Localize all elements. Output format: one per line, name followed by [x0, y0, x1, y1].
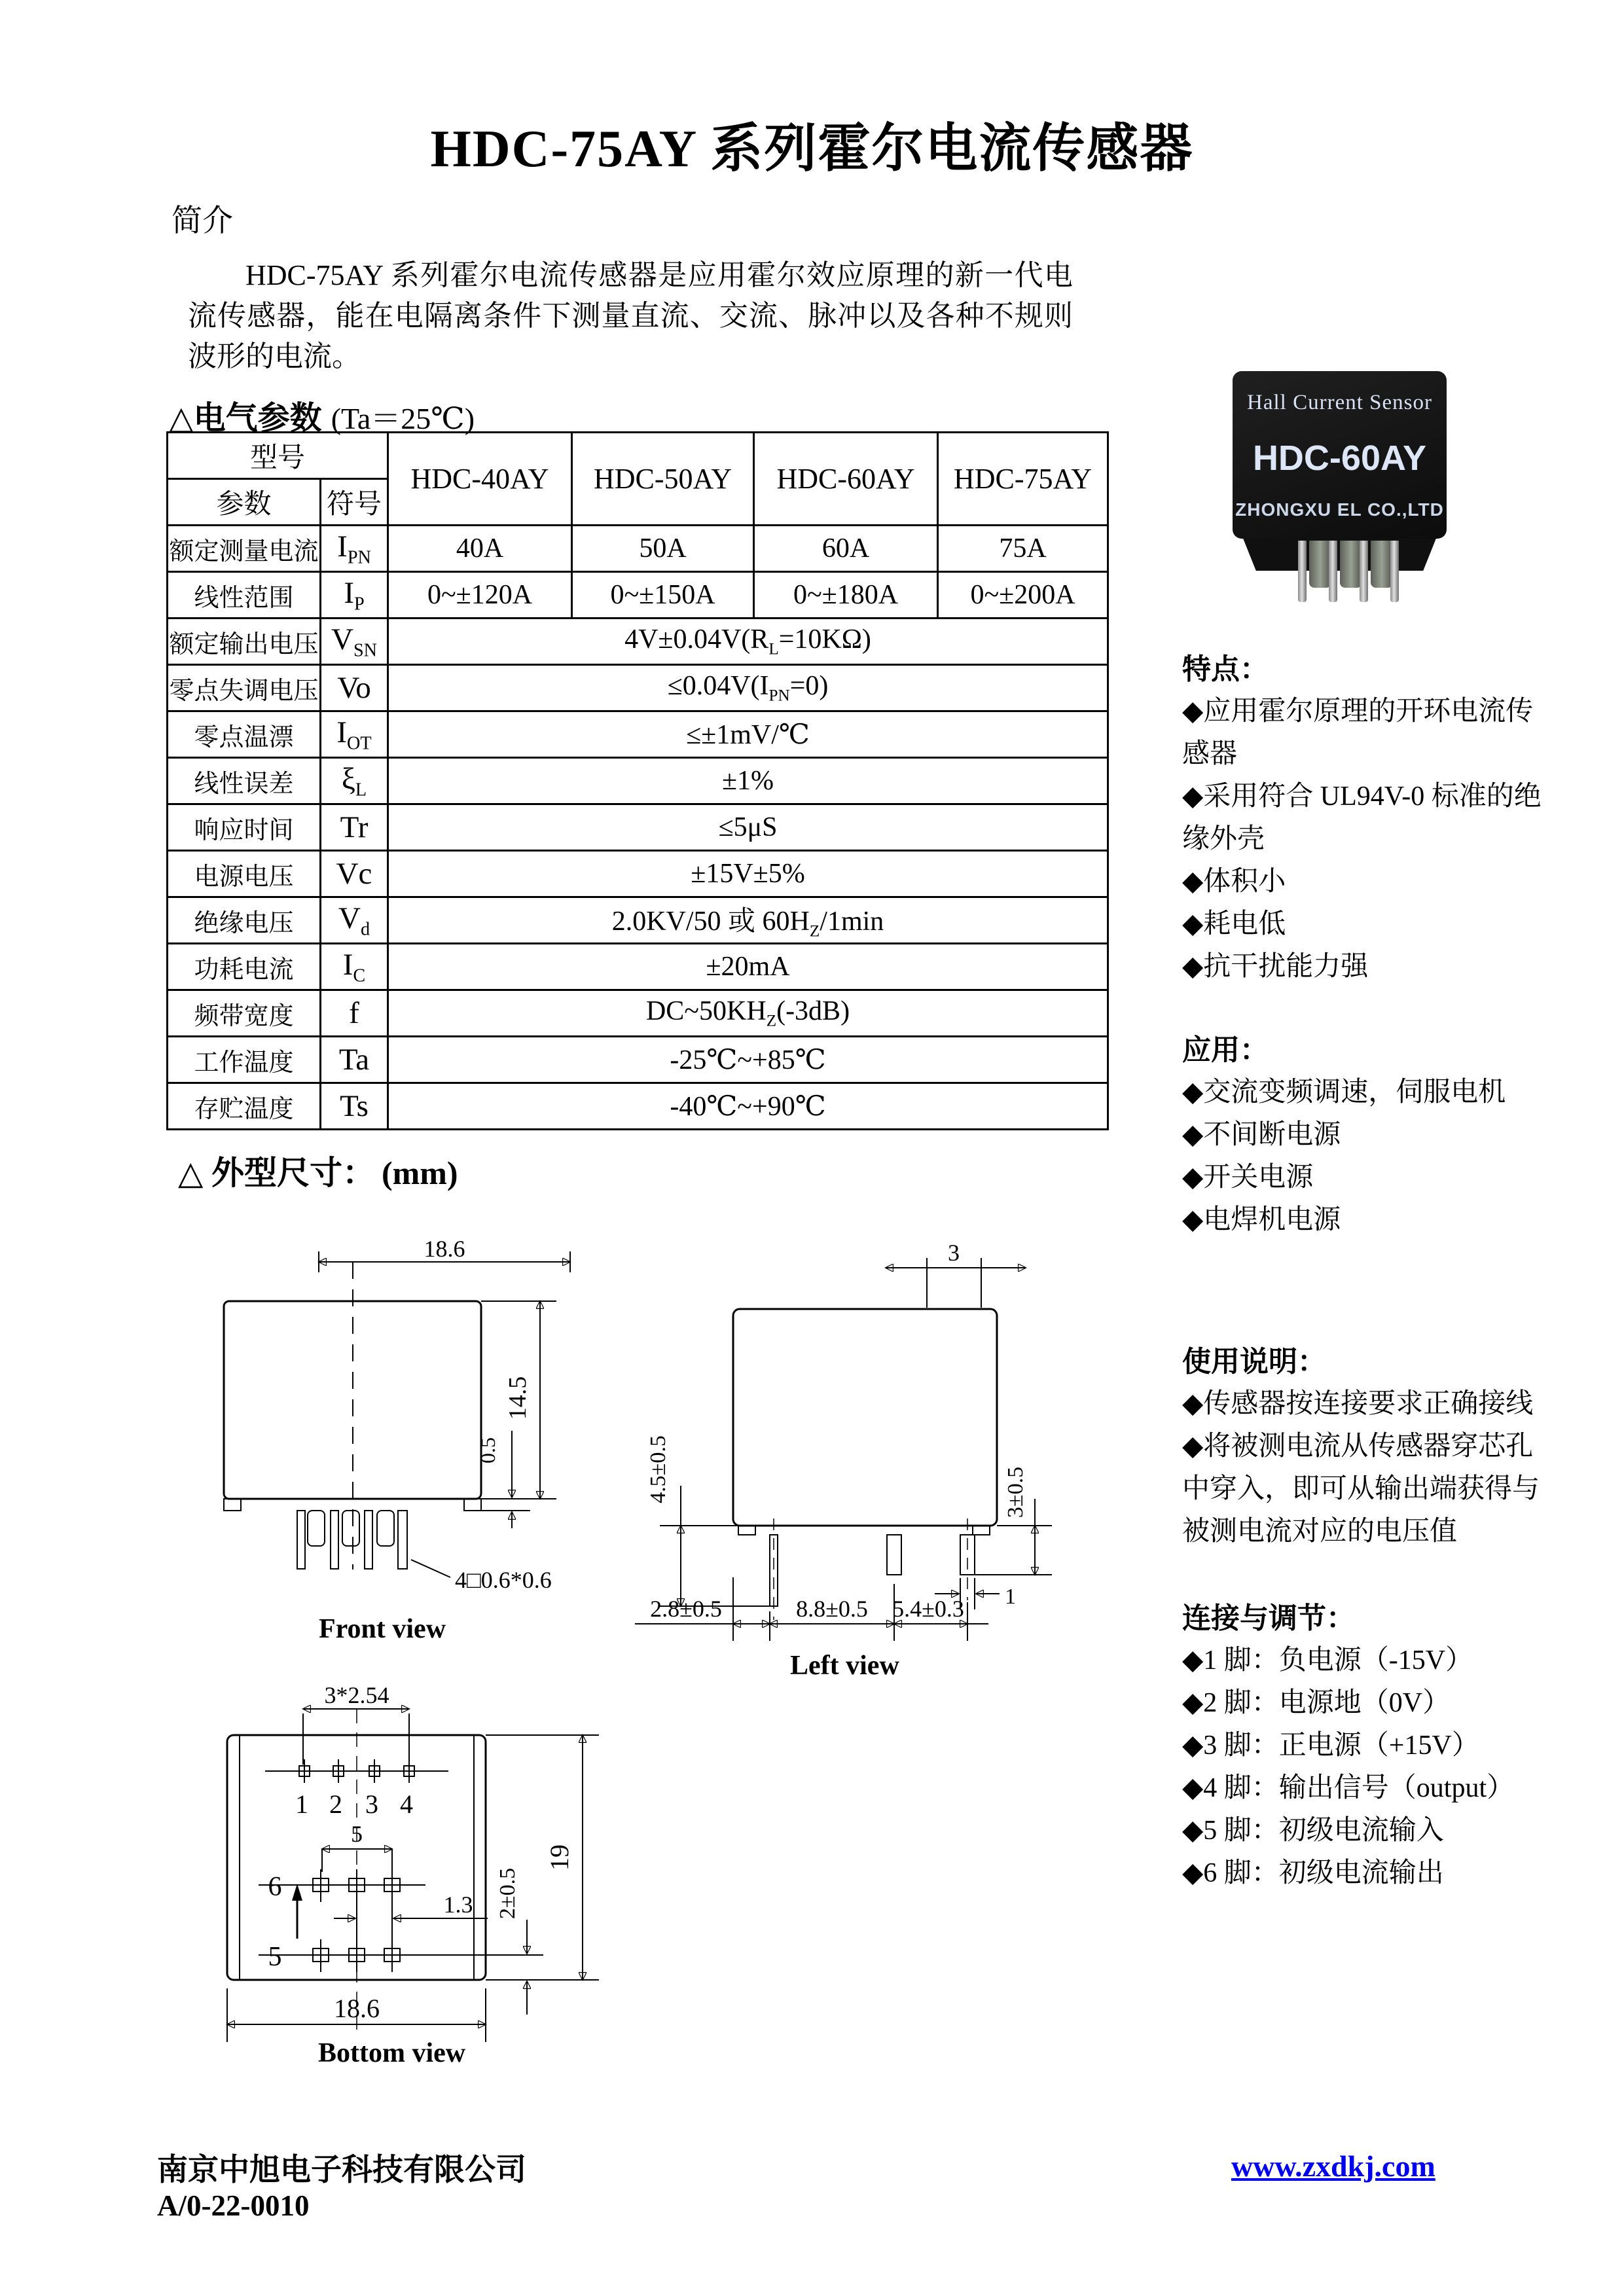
table-row	[168, 665, 1108, 711]
electrical-params-condition: (Ta＝25℃)	[331, 402, 475, 435]
applications-section	[1182, 1029, 1557, 1242]
symbol-cell: $V_d$	[321, 897, 388, 944]
features-list	[1182, 691, 1557, 988]
footer-website-link[interactable]: www.zxdkj.com	[1231, 2149, 1435, 2183]
dim-label-left-pin-len-short: 3±0.5	[1003, 1466, 1028, 1518]
value-cell-span: -40℃~+90℃	[388, 1083, 1108, 1130]
model-col-header: HDC-60AY	[754, 433, 938, 526]
param-cell: 电源电压	[168, 851, 321, 897]
page-title: HDC-75AY 系列霍尔电流传感器	[430, 120, 1194, 178]
table-row	[168, 944, 1108, 990]
pin-number-label: 6	[268, 1872, 282, 1902]
value-cell-span: $DC\sim 50KH_Z(-3dB)$	[388, 990, 1108, 1037]
table-row	[168, 526, 1108, 572]
table-row	[168, 804, 1108, 851]
product-photo	[1233, 371, 1447, 539]
value-cell-span: 2.0KV/50 或 $60H_Z/1\min$	[388, 897, 1108, 944]
value-cell: 75A	[938, 526, 1108, 572]
dim-label-left-top: 3	[948, 1240, 960, 1266]
list-item: ◆应用霍尔原理的开环电流传感器	[1182, 696, 1534, 769]
param-cell: 工作温度	[168, 1037, 321, 1083]
list-item: ◆不间断电源	[1182, 1120, 1341, 1150]
dim-label-bottom-depth: 19	[545, 1844, 574, 1871]
list-item: ◆1 脚：负电源（-15V）	[1182, 1645, 1473, 1676]
list-item: ◆耗电低	[1182, 909, 1286, 939]
param-cell: 频带宽度	[168, 990, 321, 1037]
product-photo-pin	[1371, 541, 1393, 588]
dim-label-front-foot: 0.5	[476, 1437, 499, 1463]
symbol-cell: Ts	[321, 1083, 388, 1130]
param-cell: 存贮温度	[168, 1083, 321, 1130]
product-photo-pin	[1298, 541, 1307, 602]
value-cell-span: $4V\pm 0.04V(R_L=10K\Omega)$	[388, 619, 1108, 665]
symbol-cell: $I_{PN}$	[321, 526, 388, 572]
symbol-cell: Tr	[321, 804, 388, 851]
connection-heading: 连接与调节：	[1182, 1602, 1355, 1634]
list-item: ◆体积小	[1182, 867, 1286, 897]
product-photo-pin	[1309, 541, 1331, 588]
list-item: ◆3 脚：正电源（+15V）	[1182, 1731, 1479, 1761]
param-cell: 绝缘电压	[168, 897, 321, 944]
list-item: ◆4 脚：输出信号（output）	[1182, 1773, 1515, 1803]
table-row	[168, 572, 1108, 619]
value-cell-span: ≤5μS	[388, 804, 1108, 851]
dimensions-heading-unit: (mm)	[381, 1155, 458, 1191]
symbol-cell: Vo	[321, 665, 388, 711]
param-cell: 额定测量电流	[168, 526, 321, 572]
features-section	[1182, 648, 1557, 988]
product-photo-model: HDC-60AY	[1252, 439, 1427, 478]
symbol-cell: $I_C$	[321, 944, 388, 990]
dim-label-bottom-edge: 2±0.5	[496, 1867, 520, 1920]
applications-heading: 应用：	[1182, 1034, 1269, 1066]
table-row	[168, 897, 1108, 944]
corner-symbol-label: 符号	[321, 479, 388, 526]
value-cell-span: -25℃~+85℃	[388, 1037, 1108, 1083]
symbol-cell: Vc	[321, 851, 388, 897]
list-item: ◆抗干扰能力强	[1182, 952, 1369, 982]
dim-label-left-pin-width: 1	[1005, 1585, 1016, 1609]
symbol-cell: $I_{OT}$	[321, 711, 388, 758]
product-photo-pin	[1390, 541, 1399, 602]
footer-doc-number: A/0-22-0010	[157, 2189, 310, 2222]
list-item: ◆电焊机电源	[1182, 1205, 1341, 1235]
value-cell-span: ±15V±5%	[388, 851, 1108, 897]
symbol-cell: $V_{SN}$	[321, 619, 388, 665]
model-col-header: HDC-40AY	[388, 433, 572, 526]
dim-label-front-height: 14.5	[504, 1376, 532, 1420]
param-cell: 功耗电流	[168, 944, 321, 990]
dim-label-bottom-pitch: 3*2.54	[324, 1682, 389, 1708]
product-photo-brand: ZHONGXU EL CO.,LTD	[1235, 499, 1444, 520]
corner-model-label: 型号	[168, 433, 388, 479]
intro-heading: 简介	[171, 204, 233, 238]
pin-number-label: 1	[295, 1789, 308, 1819]
front-view-caption: Front view	[319, 1614, 446, 1644]
param-cell: 额定输出电压	[168, 619, 321, 665]
value-cell-span: ≤±1mV/℃	[388, 711, 1108, 758]
table-row	[168, 758, 1108, 804]
product-photo-pin	[1340, 541, 1362, 588]
usage-section	[1182, 1340, 1557, 1553]
table-row	[168, 990, 1108, 1037]
dim-label-left-pin-len: 4.5±0.5	[646, 1435, 670, 1503]
table-row	[168, 1083, 1108, 1130]
dim-label-bottom-width: 18.6	[334, 1994, 380, 2023]
list-item: ◆交流变频调速，伺服电机	[1182, 1077, 1506, 1107]
value-cell: 0~±180A	[754, 572, 938, 619]
symbol-cell: Ta	[321, 1037, 388, 1083]
dim-label-left-b2: 8.8±0.5	[796, 1596, 868, 1622]
value-cell: 0~±120A	[388, 572, 572, 619]
dim-label-front-pin-note: 4□0.6*0.6	[455, 1567, 552, 1593]
list-item: ◆开关电源	[1182, 1162, 1314, 1193]
footer-company: 南京中旭电子科技有限公司	[157, 2153, 526, 2187]
list-item: ◆传感器按连接要求正确接线	[1182, 1389, 1534, 1419]
param-cell: 零点温漂	[168, 711, 321, 758]
connection-section	[1182, 1597, 1557, 1895]
value-cell: 50A	[572, 526, 754, 572]
connection-list	[1182, 1640, 1557, 1895]
value-cell: 40A	[388, 526, 572, 572]
value-cell-span: ±20mA	[388, 944, 1108, 990]
list-item: ◆采用符合 UL94V-0 标准的绝缘外壳	[1182, 781, 1542, 854]
symbol-cell: $I_P$	[321, 572, 388, 619]
pin-number-label: 3	[365, 1789, 378, 1819]
front-view-drawing	[190, 1229, 609, 1655]
pin-number-label: 2	[329, 1789, 342, 1819]
table-row	[168, 711, 1108, 758]
bottom-view-drawing	[196, 1668, 655, 2080]
param-cell: 线性范围	[168, 572, 321, 619]
left-view-drawing	[622, 1211, 1119, 1695]
dim-label-left-b3: 5.4±0.3	[892, 1596, 964, 1622]
product-photo-pin	[1360, 541, 1368, 602]
value-cell: 0~±200A	[938, 572, 1108, 619]
spec-table	[166, 431, 1109, 1130]
model-col-header: HDC-50AY	[572, 433, 754, 526]
value-cell: 60A	[754, 526, 938, 572]
param-cell: 零点失调电压	[168, 665, 321, 711]
table-header-row-model	[168, 433, 1108, 479]
table-row	[168, 851, 1108, 897]
table-row	[168, 619, 1108, 665]
applications-list	[1182, 1071, 1557, 1242]
dim-label-bottom-row-span: 5	[351, 1821, 363, 1847]
dimensions-heading-text: △ 外型尺寸：	[178, 1155, 375, 1191]
left-view-caption: Left view	[790, 1651, 899, 1681]
dim-label-front-width: 18.6	[424, 1236, 465, 1262]
value-cell-span: $\le 0.04V(I_{PN}=0)$	[388, 665, 1108, 711]
symbol-cell: f	[321, 990, 388, 1037]
model-col-header: HDC-75AY	[938, 433, 1108, 526]
dim-label-bottom-offset: 1.3	[443, 1892, 473, 1918]
intro-paragraph: HDC-75AY 系列霍尔电流传感器是应用霍尔效应原理的新一代电流传感器，能在电隔离条件下测量直流、交流、脉冲以及各种不规则波形的电流。	[188, 259, 1073, 372]
corner-param-label: 参数	[168, 479, 321, 526]
list-item: ◆5 脚：初级电流输入	[1182, 1816, 1444, 1846]
table-row	[168, 1037, 1108, 1083]
features-heading: 特点：	[1182, 653, 1269, 685]
product-photo-caption: Hall Current Sensor	[1247, 391, 1432, 414]
list-item: ◆将被测电流从传感器穿芯孔中穿入，即可从输出端获得与被测电流对应的电压值	[1182, 1431, 1540, 1547]
list-item: ◆6 脚：初级电流输出	[1182, 1858, 1444, 1888]
dim-label-left-b1: 2.8±0.5	[650, 1596, 722, 1622]
usage-heading: 使用说明：	[1182, 1346, 1326, 1378]
param-cell: 响应时间	[168, 804, 321, 851]
usage-list	[1182, 1383, 1557, 1553]
pin-number-label: 4	[400, 1789, 413, 1819]
list-item: ◆2 脚：电源地（0V）	[1182, 1688, 1451, 1718]
symbol-cell: $\xi_L$	[321, 758, 388, 804]
product-photo-pin	[1329, 541, 1337, 602]
value-cell-span: ±1%	[388, 758, 1108, 804]
pin-number-label: 5	[268, 1942, 282, 1972]
electrical-params-heading-text: △电气参数	[169, 400, 322, 436]
bottom-view-caption: Bottom view	[318, 2038, 466, 2068]
value-cell: 0~±150A	[572, 572, 754, 619]
param-cell: 线性误差	[168, 758, 321, 804]
dimensions-heading	[178, 1147, 458, 1194]
